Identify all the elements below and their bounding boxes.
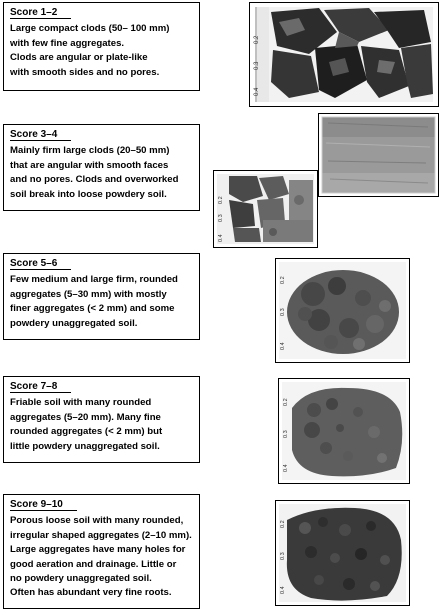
scale-label: 0.4 bbox=[280, 586, 286, 594]
score-card-7-8 bbox=[3, 376, 200, 463]
description-line: with few fine aggregates. bbox=[10, 37, 125, 49]
description-line: aggregates (5–20 mm). Many fine bbox=[10, 411, 161, 423]
scale-label: 0.2 bbox=[280, 520, 286, 528]
description-line: Friable soil with many rounded bbox=[10, 397, 152, 409]
scale-label: 0.4 bbox=[283, 464, 289, 472]
scale-label: 0.3 bbox=[283, 430, 289, 438]
description-line: good aeration and drainage. Little or bbox=[10, 558, 177, 570]
scale-label: 0.3 bbox=[280, 308, 286, 316]
score-heading: Score 3–4 bbox=[10, 128, 193, 142]
description-line: and no pores. Clods and overworked bbox=[10, 174, 179, 186]
description-line: aggregates (5–30 mm) with mostly bbox=[10, 288, 167, 300]
scale-label: 0.2 bbox=[218, 196, 224, 204]
score-heading: Score 1–2 bbox=[10, 6, 193, 20]
score-card-9-10 bbox=[3, 494, 200, 609]
description-line: Clods are angular or plate-like bbox=[10, 52, 148, 64]
description-line: soil break into loose powdery soil. bbox=[10, 188, 167, 200]
description-line: no powdery unaggregated soil. bbox=[10, 573, 152, 585]
description-line: little powdery unaggregated soil. bbox=[10, 440, 160, 452]
scale-label: 0.3 bbox=[218, 214, 224, 222]
description-line: Large compact clods (50– 100 mm) bbox=[10, 23, 170, 35]
soil-photo-score-3-4-surface bbox=[318, 113, 439, 197]
description-line: powdery unaggregated soil. bbox=[10, 317, 138, 329]
soil-photo-score-5-6 bbox=[275, 258, 410, 363]
description-line: rounded aggregates (< 2 mm) but bbox=[10, 426, 163, 438]
scale-label: 0.3 bbox=[280, 552, 286, 560]
description-line: irregular shaped aggregates (2–10 mm). bbox=[10, 529, 192, 541]
scale-label: 0.4 bbox=[254, 87, 260, 96]
scale-label: 0.4 bbox=[218, 234, 224, 242]
soil-photo-score-7-8 bbox=[278, 378, 410, 484]
description-line: finer aggregates (< 2 mm) and some bbox=[10, 303, 175, 315]
score-card-5-6 bbox=[3, 253, 200, 340]
score-card-1-2 bbox=[3, 2, 200, 91]
description-line: that are angular with smooth faces bbox=[10, 159, 169, 171]
scale-label: 0.2 bbox=[283, 398, 289, 406]
description-line: Often has abundant very fine roots. bbox=[10, 587, 172, 599]
scale-label: 0.2 bbox=[254, 35, 260, 44]
soil-photo-score-9-10 bbox=[275, 500, 410, 606]
scale-label: 0.4 bbox=[280, 342, 286, 350]
description-line: Few medium and large firm, rounded bbox=[10, 274, 178, 286]
score-heading: Score 7–8 bbox=[10, 380, 193, 394]
scale-label: 0.3 bbox=[254, 61, 260, 70]
scale-label: 0.2 bbox=[280, 276, 286, 284]
description-line: Porous loose soil with many rounded, bbox=[10, 515, 184, 527]
description-line: with smooth sides and no pores. bbox=[10, 66, 160, 78]
soil-photo-score-3-4-clods bbox=[213, 170, 318, 248]
description-line: Mainly firm large clods (20–50 mm) bbox=[10, 145, 170, 157]
score-card-3-4 bbox=[3, 124, 200, 211]
score-heading: Score 5–6 bbox=[10, 257, 193, 271]
score-heading: Score 9–10 bbox=[10, 498, 193, 512]
soil-photo-score-1-2 bbox=[249, 2, 439, 107]
description-line: Large aggregates have many holes for bbox=[10, 544, 186, 556]
